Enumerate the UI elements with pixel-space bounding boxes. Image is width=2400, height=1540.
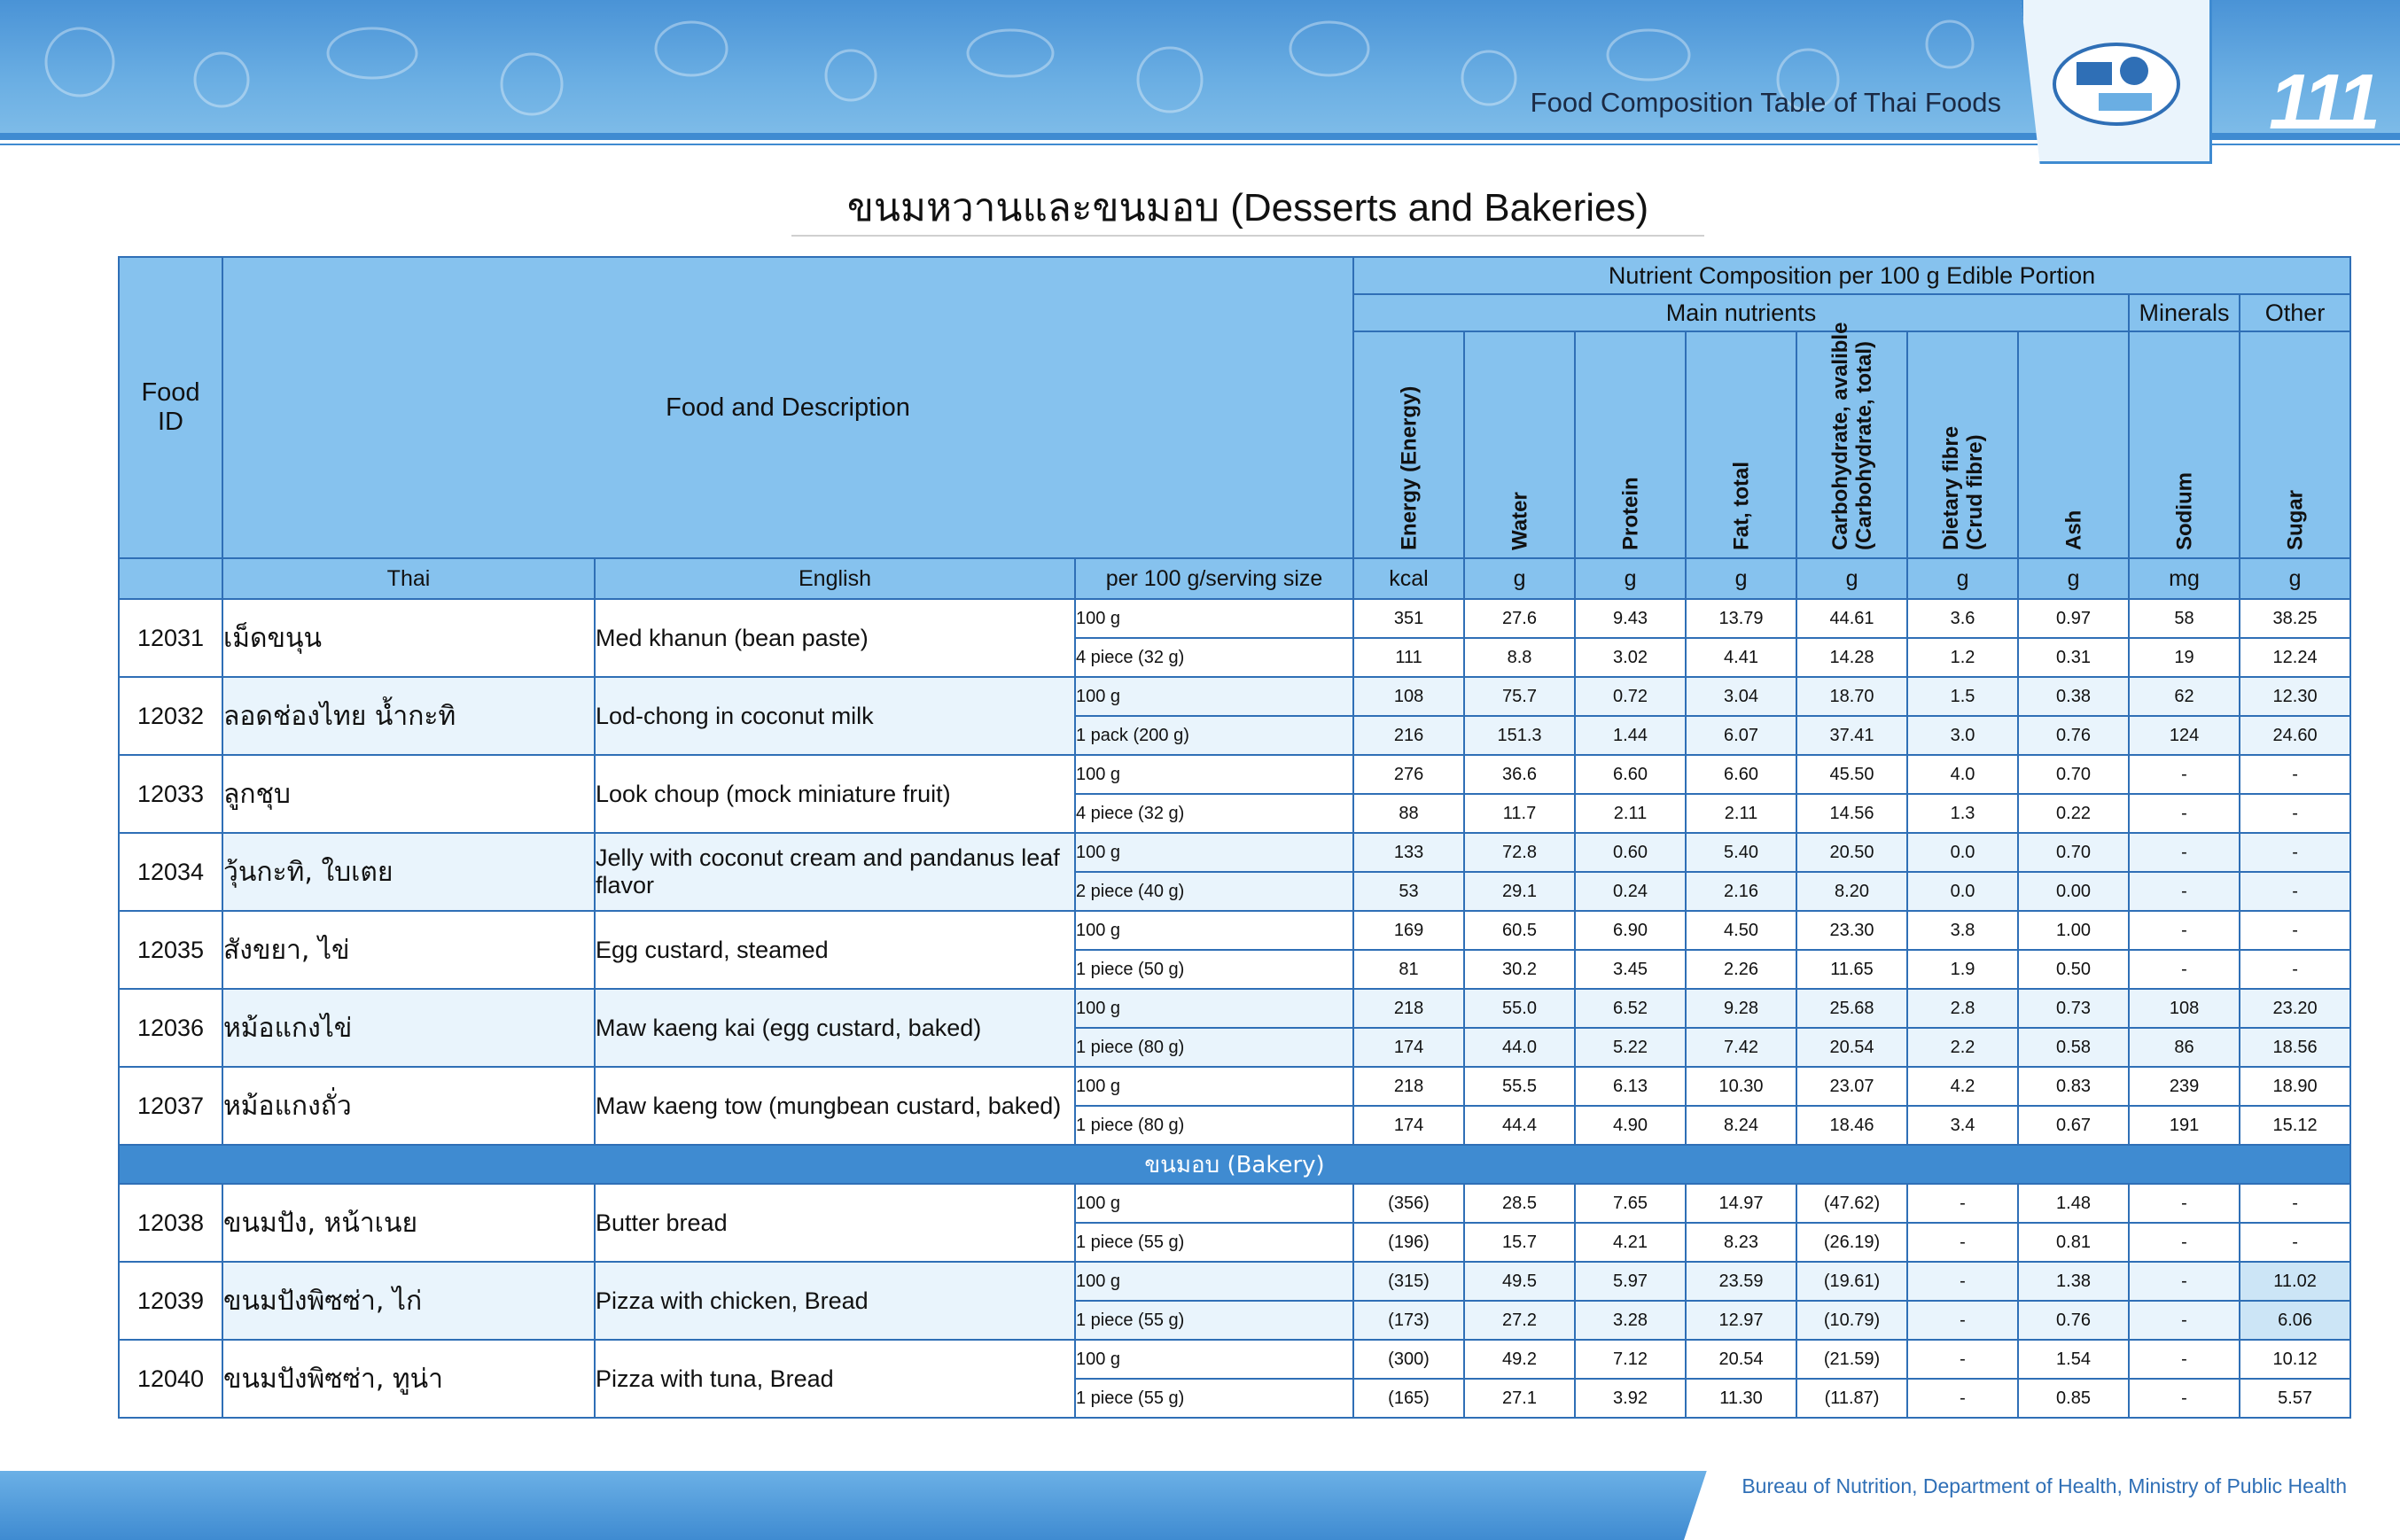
- nutrient-value: 218: [1353, 1067, 1464, 1106]
- nutrient-value: 0.0: [1907, 833, 2018, 872]
- thai-name: ลอดช่องไทย น้ำกะทิ: [222, 677, 595, 755]
- nutrient-value: 14.28: [1796, 638, 1907, 677]
- nutrient-value: 27.2: [1464, 1301, 1575, 1340]
- nutrient-value: 3.4: [1907, 1106, 2018, 1145]
- nutrient-value: (26.19): [1796, 1223, 1907, 1262]
- page-number: 111: [2269, 58, 2377, 145]
- nutrient-value: 18.70: [1796, 677, 1907, 716]
- nutrient-value: -: [2129, 911, 2240, 950]
- nutrient-value: 0.67: [2018, 1106, 2129, 1145]
- nutrient-value: 6.13: [1575, 1067, 1686, 1106]
- nutrient-value: 25.68: [1796, 989, 1907, 1028]
- nutrient-value: 4.41: [1686, 638, 1796, 677]
- nutrient-value: 7.12: [1575, 1340, 1686, 1379]
- nutrient-value: 49.2: [1464, 1340, 1575, 1379]
- serving-size: 100 g: [1075, 677, 1353, 716]
- serving-size: 1 piece (55 g): [1075, 1379, 1353, 1418]
- nutrient-value: 2.8: [1907, 989, 2018, 1028]
- nutrient-value: 12.24: [2240, 638, 2350, 677]
- nutrient-value: -: [2240, 1184, 2350, 1223]
- nutrient-value: 6.90: [1575, 911, 1686, 950]
- nutrient-value: 239: [2129, 1067, 2240, 1106]
- nutrient-value: 6.07: [1686, 716, 1796, 755]
- nutrient-value: -: [2129, 833, 2240, 872]
- nutrient-value: 86: [2129, 1028, 2240, 1067]
- nutrient-value: 81: [1353, 950, 1464, 989]
- nutrient-value: 124: [2129, 716, 2240, 755]
- nutrient-value: 36.6: [1464, 755, 1575, 794]
- thai-name-header: Thai: [222, 558, 595, 599]
- serving-size: 2 piece (40 g): [1075, 872, 1353, 911]
- nutrient-value: 7.42: [1686, 1028, 1796, 1067]
- nutrient-value: 20.50: [1796, 833, 1907, 872]
- nutrient-value: 29.1: [1464, 872, 1575, 911]
- food-id: 12037: [119, 1067, 222, 1145]
- nutrient-value: 6.60: [1686, 755, 1796, 794]
- water-column-header: Water: [1464, 331, 1575, 558]
- nutrient-value: 55.0: [1464, 989, 1575, 1028]
- nutrient-value: (315): [1353, 1262, 1464, 1301]
- nutrient-value: 3.02: [1575, 638, 1686, 677]
- nutrient-value: -: [2129, 1379, 2240, 1418]
- food-basket-logo: [2021, 0, 2212, 164]
- nutrient-value: 72.8: [1464, 833, 1575, 872]
- water-unit: g: [1464, 558, 1575, 599]
- food-id: 12036: [119, 989, 222, 1067]
- serving-size: 1 piece (55 g): [1075, 1301, 1353, 1340]
- nutrient-value: 18.46: [1796, 1106, 1907, 1145]
- nutrient-value: 4.0: [1907, 755, 2018, 794]
- nutrient-value: 44.4: [1464, 1106, 1575, 1145]
- bakery-table-body: [119, 1184, 2350, 1418]
- bakery-divider: [119, 1145, 2350, 1184]
- nutrient-value: 23.30: [1796, 911, 1907, 950]
- nutrient-value: 28.5: [1464, 1184, 1575, 1223]
- food-basket-icon: [2023, 0, 2209, 161]
- nutrient-value: 5.57: [2240, 1379, 2350, 1418]
- fat-column-header: Fat, total: [1686, 331, 1796, 558]
- book-title: Food Composition Table of Thai Foods: [1530, 87, 2001, 118]
- nutrient-value: 27.1: [1464, 1379, 1575, 1418]
- nutrient-value: -: [1907, 1223, 2018, 1262]
- nutrient-value: 3.45: [1575, 950, 1686, 989]
- nutrient-value: 44.61: [1796, 599, 1907, 638]
- serving-size: 100 g: [1075, 833, 1353, 872]
- nutrient-value: (173): [1353, 1301, 1464, 1340]
- fat-unit: g: [1686, 558, 1796, 599]
- nutrient-value: (19.61): [1796, 1262, 1907, 1301]
- nutrient-value: 58: [2129, 599, 2240, 638]
- nutrient-value: 10.30: [1686, 1067, 1796, 1106]
- nutrient-value: 8.23: [1686, 1223, 1796, 1262]
- food-id-unit-cell: [119, 558, 222, 599]
- nutrient-value: -: [2129, 1223, 2240, 1262]
- nutrient-value: -: [2129, 1340, 2240, 1379]
- nutrient-value: 0.60: [1575, 833, 1686, 872]
- nutrient-value: 108: [1353, 677, 1464, 716]
- table-row: [119, 1067, 2350, 1106]
- nutrient-value: 12.30: [2240, 677, 2350, 716]
- nutrient-value: 49.5: [1464, 1262, 1575, 1301]
- food-id: 12033: [119, 755, 222, 833]
- english-name: Egg custard, steamed: [595, 911, 1075, 989]
- nutrient-value: 0.24: [1575, 872, 1686, 911]
- nutrient-value: 0.50: [2018, 950, 2129, 989]
- serving-size: 100 g: [1075, 1184, 1353, 1223]
- nutrient-value: 75.7: [1464, 677, 1575, 716]
- nutrient-value: 1.38: [2018, 1262, 2129, 1301]
- food-id-header: Food ID: [119, 257, 222, 558]
- food-id: 12038: [119, 1184, 222, 1262]
- nutrient-value: 15.12: [2240, 1106, 2350, 1145]
- nutrient-value: 23.59: [1686, 1262, 1796, 1301]
- nutrient-value: 20.54: [1796, 1028, 1907, 1067]
- nutrient-value: 174: [1353, 1106, 1464, 1145]
- nutrient-value: 0.31: [2018, 638, 2129, 677]
- nutrient-value: 2.16: [1686, 872, 1796, 911]
- section-title: ขนมหวานและขนมอบ (Desserts and Bakeries): [791, 182, 1704, 237]
- nutrient-value: (196): [1353, 1223, 1464, 1262]
- nutrient-value: -: [2240, 872, 2350, 911]
- nutrient-value: 0.81: [2018, 1223, 2129, 1262]
- english-name: Pizza with tuna, Bread: [595, 1340, 1075, 1418]
- nutrient-value: 5.22: [1575, 1028, 1686, 1067]
- nutrient-value: 151.3: [1464, 716, 1575, 755]
- english-name: Maw kaeng tow (mungbean custard, baked): [595, 1067, 1075, 1145]
- nutrient-value: 15.7: [1464, 1223, 1575, 1262]
- nutrient-value: 14.97: [1686, 1184, 1796, 1223]
- nutrient-value: 2.11: [1686, 794, 1796, 833]
- table-row: [119, 1340, 2350, 1379]
- nutrient-value: 108: [2129, 989, 2240, 1028]
- dietary-fibre-unit: g: [1907, 558, 2018, 599]
- nutrient-value: 13.79: [1686, 599, 1796, 638]
- nutrient-value: 9.43: [1575, 599, 1686, 638]
- nutrient-value: 20.54: [1686, 1340, 1796, 1379]
- table-row: [119, 599, 2350, 638]
- nutrient-value: 23.07: [1796, 1067, 1907, 1106]
- nutrient-value: 18.90: [2240, 1067, 2350, 1106]
- nutrient-value: 0.85: [2018, 1379, 2129, 1418]
- nutrient-value: -: [2240, 833, 2350, 872]
- nutrient-value: 0.70: [2018, 833, 2129, 872]
- nutrient-value: 6.06: [2240, 1301, 2350, 1340]
- nutrient-value: 169: [1353, 911, 1464, 950]
- table-row: [119, 755, 2350, 794]
- nutrient-value: 4.90: [1575, 1106, 1686, 1145]
- nutrient-value: 0.00: [2018, 872, 2129, 911]
- nutrient-value: -: [1907, 1184, 2018, 1223]
- nutrient-value: 6.60: [1575, 755, 1686, 794]
- nutrient-value: 14.56: [1796, 794, 1907, 833]
- nutrient-value: -: [2129, 950, 2240, 989]
- nutrient-value: 3.8: [1907, 911, 2018, 950]
- nutrient-value: 4.21: [1575, 1223, 1686, 1262]
- serving-size: 100 g: [1075, 1262, 1353, 1301]
- nutrient-value: (356): [1353, 1184, 1464, 1223]
- nutrient-value: -: [2129, 1262, 2240, 1301]
- serving-size: 1 pack (200 g): [1075, 716, 1353, 755]
- bakery-section-label: ขนมอบ (Bakery): [119, 1145, 2350, 1184]
- ash-unit: g: [2018, 558, 2129, 599]
- nutrient-value: 8.24: [1686, 1106, 1796, 1145]
- sugar-column-header: Sugar: [2240, 331, 2350, 558]
- food-id: 12035: [119, 911, 222, 989]
- thai-name: หม้อแกงไข่: [222, 989, 595, 1067]
- nutrient-value: 0.22: [2018, 794, 2129, 833]
- food-id: 12039: [119, 1262, 222, 1340]
- nutrient-value: 276: [1353, 755, 1464, 794]
- nutrient-value: 351: [1353, 599, 1464, 638]
- nutrient-value: 6.52: [1575, 989, 1686, 1028]
- nutrient-value: -: [2129, 872, 2240, 911]
- nutrient-value: 0.97: [2018, 599, 2129, 638]
- protein-unit: g: [1575, 558, 1686, 599]
- nutrient-value: 27.6: [1464, 599, 1575, 638]
- nutrient-value: 0.76: [2018, 716, 2129, 755]
- nutrient-value: 11.02: [2240, 1262, 2350, 1301]
- serving-size: 1 piece (80 g): [1075, 1028, 1353, 1067]
- nutrient-value: 23.20: [2240, 989, 2350, 1028]
- main-nutrients-header: Main nutrients: [1353, 294, 2129, 331]
- nutrient-value: 88: [1353, 794, 1464, 833]
- other-header: Other: [2240, 294, 2350, 331]
- english-name: Look choup (mock miniature fruit): [595, 755, 1075, 833]
- table-row: [119, 989, 2350, 1028]
- nutrient-value: 1.44: [1575, 716, 1686, 755]
- nutrient-value: 1.54: [2018, 1340, 2129, 1379]
- nutrient-value: 1.9: [1907, 950, 2018, 989]
- nutrient-value: 11.7: [1464, 794, 1575, 833]
- serving-size: 1 piece (80 g): [1075, 1106, 1353, 1145]
- table-row: [119, 677, 2350, 716]
- nutrient-value: 111: [1353, 638, 1464, 677]
- energy-column-header: Energy (Energy): [1353, 331, 1464, 558]
- nutrient-value: 12.97: [1686, 1301, 1796, 1340]
- nutrient-value: 1.2: [1907, 638, 2018, 677]
- nutrient-value: 191: [2129, 1106, 2240, 1145]
- nutrient-value: 1.48: [2018, 1184, 2129, 1223]
- nutrient-value: 8.20: [1796, 872, 1907, 911]
- nutrient-value: 174: [1353, 1028, 1464, 1067]
- nutrient-value: 19: [2129, 638, 2240, 677]
- food-id: 12040: [119, 1340, 222, 1418]
- english-name: Maw kaeng kai (egg custard, baked): [595, 989, 1075, 1067]
- english-name: Med khanun (bean paste): [595, 599, 1075, 677]
- english-name: Pizza with chicken, Bread: [595, 1262, 1075, 1340]
- nutrient-value: 2.11: [1575, 794, 1686, 833]
- food-id: 12032: [119, 677, 222, 755]
- nutrient-value: 44.0: [1464, 1028, 1575, 1067]
- nutrient-value: 216: [1353, 716, 1464, 755]
- protein-column-header: Protein: [1575, 331, 1686, 558]
- nutrient-value: 8.8: [1464, 638, 1575, 677]
- footer-credit: Bureau of Nutrition, Department of Health, Ministry of Public Health: [1742, 1474, 2347, 1497]
- nutrient-value: 7.65: [1575, 1184, 1686, 1223]
- nutrient-value: 2.2: [1907, 1028, 2018, 1067]
- thai-name: สังขยา, ไข่: [222, 911, 595, 989]
- nutrient-value: -: [2129, 1184, 2240, 1223]
- desserts-table-body: [119, 599, 2350, 1145]
- carbohydrate-column-header: Carbohydrate, avalible (Carbohydrate, total): [1796, 331, 1907, 558]
- food-id: 12031: [119, 599, 222, 677]
- nutrient-value: 3.28: [1575, 1301, 1686, 1340]
- nutrient-value: -: [2240, 794, 2350, 833]
- english-name-header: English: [595, 558, 1075, 599]
- nutrient-value: 3.0: [1907, 716, 2018, 755]
- thai-name: ขนมปังพิซซ่า, ไก่: [222, 1262, 595, 1340]
- nutrient-value: -: [2129, 794, 2240, 833]
- serving-size-header: per 100 g/serving size: [1075, 558, 1353, 599]
- nutrient-value: 62: [2129, 677, 2240, 716]
- nutrient-value: 0.70: [2018, 755, 2129, 794]
- nutrient-value: -: [1907, 1301, 2018, 1340]
- nutrient-composition-header: Nutrient Composition per 100 g Edible Portion: [1353, 257, 2350, 294]
- nutrient-value: 30.2: [1464, 950, 1575, 989]
- serving-size: 100 g: [1075, 1340, 1353, 1379]
- nutrient-value: 24.60: [2240, 716, 2350, 755]
- nutrient-value: -: [2240, 950, 2350, 989]
- nutrient-value: 55.5: [1464, 1067, 1575, 1106]
- english-name: Jelly with coconut cream and pandanus leaf flavor: [595, 833, 1075, 911]
- nutrient-value: (47.62): [1796, 1184, 1907, 1223]
- nutrient-value: -: [2129, 1301, 2240, 1340]
- nutrient-value: -: [2240, 755, 2350, 794]
- sugar-unit: g: [2240, 558, 2350, 599]
- nutrient-value: (300): [1353, 1340, 1464, 1379]
- nutrient-value: 3.04: [1686, 677, 1796, 716]
- table-row: [119, 911, 2350, 950]
- thai-name: วุ้นกะทิ, ใบเตย: [222, 833, 595, 911]
- table-row: [119, 1262, 2350, 1301]
- thai-name: ลูกชุบ: [222, 755, 595, 833]
- serving-size: 4 piece (32 g): [1075, 638, 1353, 677]
- nutrient-value: 0.83: [2018, 1067, 2129, 1106]
- serving-size: 100 g: [1075, 755, 1353, 794]
- nutrient-value: 0.0: [1907, 872, 2018, 911]
- nutrient-value: 0.38: [2018, 677, 2129, 716]
- nutrient-value: -: [1907, 1262, 2018, 1301]
- nutrient-value: 133: [1353, 833, 1464, 872]
- nutrient-value: 5.40: [1686, 833, 1796, 872]
- nutrient-value: 60.5: [1464, 911, 1575, 950]
- nutrient-value: -: [2240, 1223, 2350, 1262]
- sodium-column-header: Sodium: [2129, 331, 2240, 558]
- nutrient-value: 1.00: [2018, 911, 2129, 950]
- nutrient-value: 3.6: [1907, 599, 2018, 638]
- english-name: Butter bread: [595, 1184, 1075, 1262]
- serving-size: 4 piece (32 g): [1075, 794, 1353, 833]
- food-description-header: Food and Description: [222, 257, 1353, 558]
- nutrient-value: 53: [1353, 872, 1464, 911]
- nutrient-value: 0.72: [1575, 677, 1686, 716]
- serving-size: 100 g: [1075, 911, 1353, 950]
- nutrient-value: -: [2129, 755, 2240, 794]
- nutrient-value: 0.76: [2018, 1301, 2129, 1340]
- food-id: 12034: [119, 833, 222, 911]
- nutrient-value: 10.12: [2240, 1340, 2350, 1379]
- food-composition-table: [118, 256, 2351, 1419]
- nutrient-value: (10.79): [1796, 1301, 1907, 1340]
- nutrient-value: 4.2: [1907, 1067, 2018, 1106]
- nutrient-value: 9.28: [1686, 989, 1796, 1028]
- nutrient-value: 0.58: [2018, 1028, 2129, 1067]
- thai-name: ขนมปัง, หน้าเนย: [222, 1184, 595, 1262]
- nutrient-value: -: [2240, 911, 2350, 950]
- carbohydrate-unit: g: [1796, 558, 1907, 599]
- thai-name: เม็ดขนุน: [222, 599, 595, 677]
- sodium-unit: mg: [2129, 558, 2240, 599]
- nutrient-value: (11.87): [1796, 1379, 1907, 1418]
- nutrient-value: 5.97: [1575, 1262, 1686, 1301]
- thai-name: หม้อแกงถั่ว: [222, 1067, 595, 1145]
- thai-name: ขนมปังพิซซ่า, ทูน่า: [222, 1340, 595, 1418]
- serving-size: 1 piece (50 g): [1075, 950, 1353, 989]
- nutrient-value: 218: [1353, 989, 1464, 1028]
- english-name: Lod-chong in coconut milk: [595, 677, 1075, 755]
- nutrient-value: (165): [1353, 1379, 1464, 1418]
- nutrient-value: 1.3: [1907, 794, 2018, 833]
- nutrient-value: (21.59): [1796, 1340, 1907, 1379]
- serving-size: 100 g: [1075, 989, 1353, 1028]
- nutrient-value: 0.73: [2018, 989, 2129, 1028]
- ash-column-header: Ash: [2018, 331, 2129, 558]
- nutrient-value: 11.65: [1796, 950, 1907, 989]
- nutrient-value: 45.50: [1796, 755, 1907, 794]
- serving-size: 1 piece (55 g): [1075, 1223, 1353, 1262]
- nutrient-value: -: [1907, 1340, 2018, 1379]
- serving-size: 100 g: [1075, 1067, 1353, 1106]
- minerals-header: Minerals: [2129, 294, 2240, 331]
- dietary-fibre-column-header: Dietary fibre (Crud fibre): [1907, 331, 2018, 558]
- nutrient-value: 4.50: [1686, 911, 1796, 950]
- nutrient-value: 38.25: [2240, 599, 2350, 638]
- nutrient-value: 2.26: [1686, 950, 1796, 989]
- serving-size: 100 g: [1075, 599, 1353, 638]
- nutrient-value: -: [1907, 1379, 2018, 1418]
- nutrient-value: 11.30: [1686, 1379, 1796, 1418]
- table-row: [119, 1184, 2350, 1223]
- nutrient-value: 1.5: [1907, 677, 2018, 716]
- energy-unit: kcal: [1353, 558, 1464, 599]
- nutrient-value: 18.56: [2240, 1028, 2350, 1067]
- nutrient-value: 3.92: [1575, 1379, 1686, 1418]
- nutrient-value: 37.41: [1796, 716, 1907, 755]
- table-row: [119, 833, 2350, 872]
